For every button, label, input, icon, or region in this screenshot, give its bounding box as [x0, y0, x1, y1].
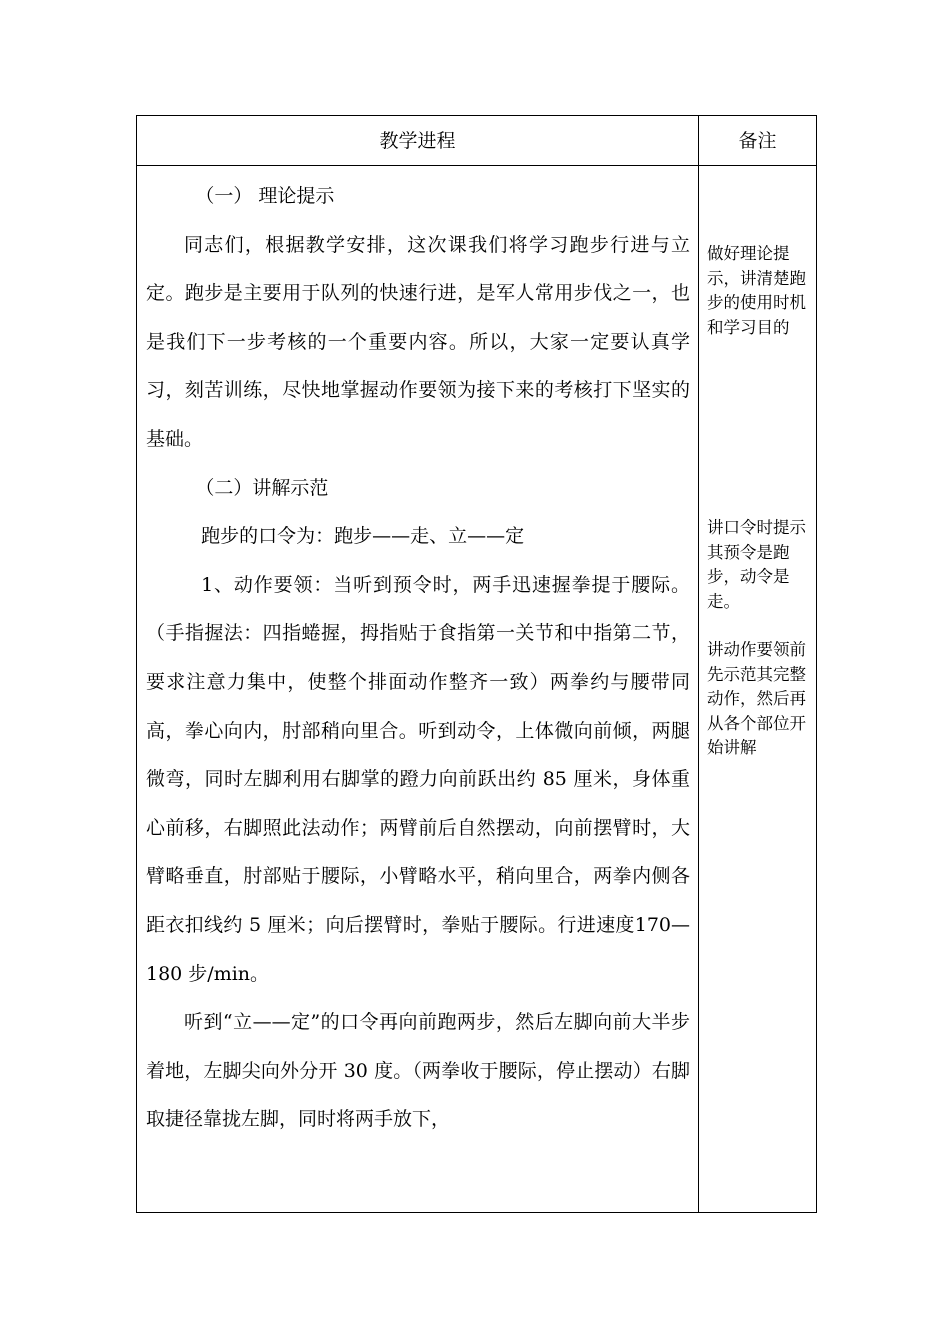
header-teaching-process: 教学进程	[379, 130, 456, 152]
lesson-table	[136, 115, 817, 1213]
teaching-content	[146, 172, 690, 1144]
remark-theory: 做好理论提示，讲清楚跑步的使用时机和学习目的	[707, 244, 806, 337]
column-divider	[698, 116, 699, 1212]
section-heading-theory: （一） 理论提示	[195, 185, 335, 207]
remark-command: 讲口令时提示其预令是跑步，动令是走。	[707, 518, 806, 611]
paragraph-halt: 听到“立——定”的口令再向前跑两步，然后左脚向前大半步着地，左脚尖向外分开 30 度。（两拳收于腰际，停止摆动）右脚取捷径靠拢左脚，同时将两手放下，	[146, 1011, 690, 1131]
paragraph-essentials: 1、动作要领：当听到预令时，两手迅速握拳提于腰际。（手指握法：四指蜷握，拇指贴于食指第一关节和中指第二节，要求注意力集中，使整个排面动作整齐一致）两拳约与腰带同高，拳心向内，肘部稍向里合。听到动令，上体微向前倾，两腿微弯，同时左脚利用右脚掌的蹬力向前跃出约 85 厘米，身体重心前移，右脚照此法动作；两臂前后自然摆动，向前摆臂时，大臂略垂直，肘部贴于腰际，小臂略水平，稍向里合，两拳内侧各距衣扣线约 5 厘米；向后摆臂时，拳贴于腰际。行进速度170—180 步/min。	[146, 573, 690, 985]
table-header-row	[137, 116, 816, 166]
header-remarks: 备注	[738, 130, 777, 152]
paragraph-intro: 同志们，根据教学安排，这次课我们将学习跑步行进与立定。跑步是主要用于队列的快速行进，是军人常用步伐之一，也是我们下一步考核的一个重要内容。所以，大家一定要认真学习，刻苦训练，尽快地掌握动作要领为接下来的考核打下坚实的基础。	[146, 233, 690, 450]
paragraph-command: 跑步的口令为：跑步——走、立——定	[201, 525, 525, 548]
section-heading-demo: （二）讲解示范	[195, 476, 329, 499]
remark-demo: 讲动作要领前先示范其完整动作，然后再从各个部位开始讲解	[707, 640, 806, 757]
